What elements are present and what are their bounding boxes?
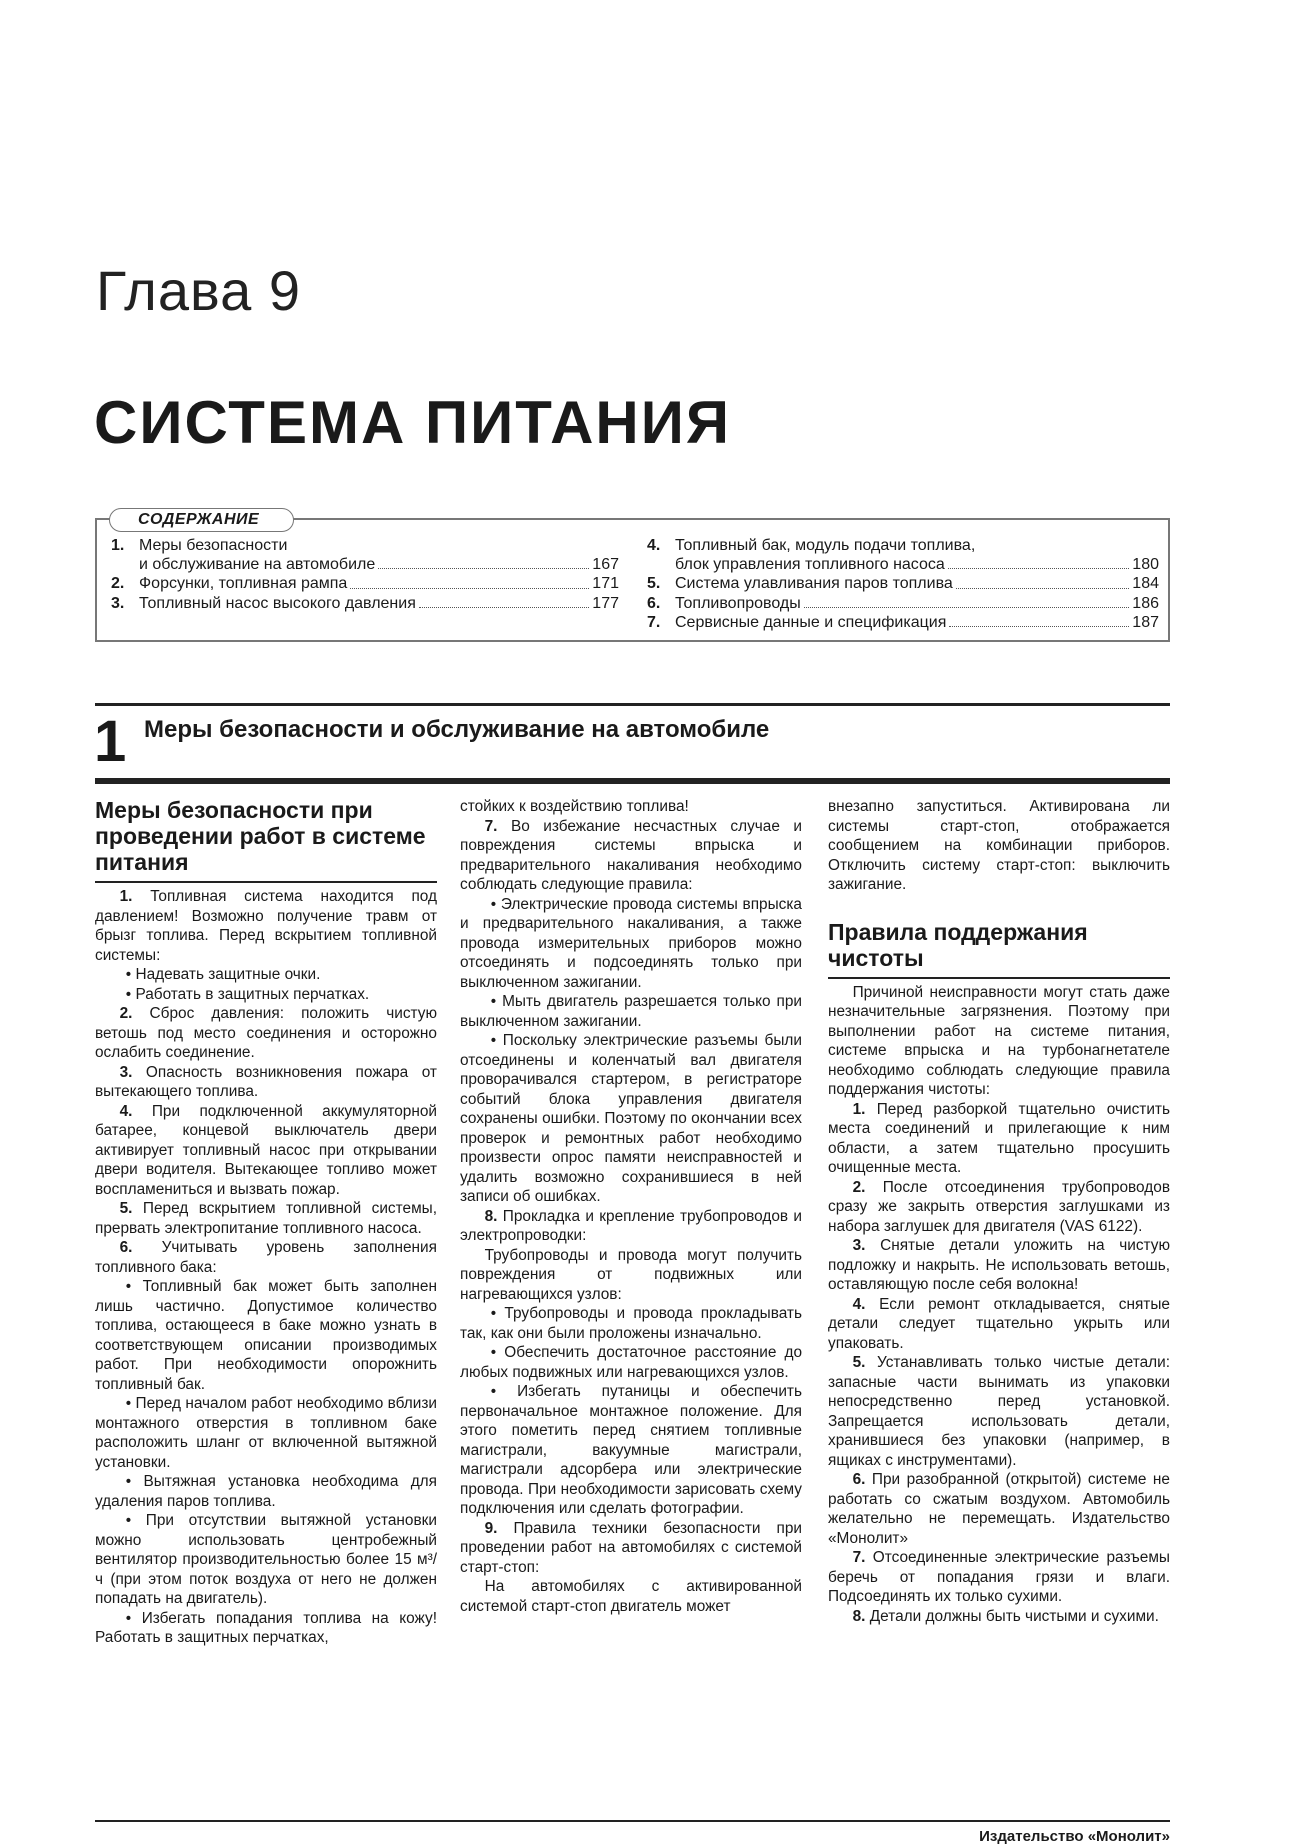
toc-column-left [111,536,619,613]
paragraph-text: На автомобилях с активированной системой старт-стоп двигатель может [460,1578,802,1615]
paragraph-text: Устанавливать только чистые детали: запасные части вынимать из упаковки непосредственно перед установкой. Запрещается использовать детали, хранившиеся без упаковки (например, в ящиках с инструментами). [828,1354,1170,1469]
toc-entry [111,574,619,593]
paragraph-text: Причиной неисправности могут стать даже незначительные загрязнения. Поэтому при выполнении работ на системе питания, системе впрыска и на турбонагнетателе необходимо соблюдать следующие правила поддержания чистоты: [828,983,1170,1098]
paragraph-text: Перед вскрытием топливной системы, прервать электропитание топливного насоса. [95,1200,437,1237]
paragraph [460,1031,802,1207]
paragraph-text: Трубопроводы и провода могут получить повреждения от подвижных или нагревающихся узлов: [460,1246,802,1303]
chapter-label: Глава 9 [96,259,301,322]
toc-entry-number [111,555,139,574]
toc-entry-number [647,555,675,574]
toc-entry-page: 180 [1132,556,1159,574]
paragraph-text: Отсоединенные электрические разъемы беречь от попадания грязи и влаги. Подсоединять их только сухими. [828,1549,1170,1605]
paragraph-number: 1. [852,1100,877,1118]
numbered-paragraph [460,1519,802,1578]
paragraph [95,1511,437,1609]
numbered-paragraph [828,1100,1170,1178]
paragraph [460,895,802,993]
paragraph-number: 2. [119,1005,150,1022]
toc-entry-number: 3. [111,594,125,612]
footer-rule [95,1820,1170,1822]
toc-entry-page: 187 [1132,613,1159,631]
paragraph [95,985,437,1005]
paragraph-number: 8. [484,1207,503,1225]
paragraph [460,1304,802,1343]
paragraph-number: 3. [119,1063,146,1081]
paragraph [460,1246,802,1305]
numbered-paragraph [828,1295,1170,1354]
paragraph-text: • Мыть двигатель разрешается только при выключенном зажигании. [460,993,802,1030]
paragraph [460,1382,802,1519]
section-bottom-rule [95,778,1170,784]
paragraph [95,1394,437,1472]
toc-entry-text: блок управления топливного насоса [675,556,945,574]
numbered-paragraph [95,1004,437,1063]
paragraph-text: Перед разборкой тщательно очистить места соединений и прилегающие к ним области, а затем тщательно просушить очищенные места. [828,1100,1170,1176]
text-column-2 [460,797,802,1616]
toc-entry-line [647,536,1159,555]
toc-entry-text: и обслуживание на автомобиле [139,556,376,574]
paragraph [460,797,802,817]
paragraph-text: • Топливный бак может быть заполнен лишь частично. Допустимое количество топлива, остающееся в баке можно узнать в соответствующем описании производимых работ. При необходимости опорожнить топливный бак. [95,1278,437,1393]
paragraph-number: 2. [852,1178,883,1196]
paragraph-text: • Электрические провода системы впрыска и предварительного накаливания, а также провода измерительных приборов можно отсоединять и подсоединять только при выключенном зажигании. [460,895,802,991]
numbered-paragraph [95,1102,437,1200]
numbered-paragraph [828,1178,1170,1237]
paragraph [460,1577,802,1616]
toc-entry [647,574,1159,593]
toc-leader-dots [949,613,1129,627]
paragraph-text: • Избегать попадания топлива на кожу! Работать в защитных перчатках, [95,1609,437,1646]
paragraph-text: Снятые детали уложить на чистую подложку и накрыть. Не использовать ветошь, оставляющую после себя волокна! [828,1237,1170,1293]
section-top-rule [95,703,1170,706]
column-1-heading: Меры безопасности при проведении работ в системе питания [95,797,437,883]
toc-entry [647,555,1159,574]
paragraph-text: Прокладка и крепление трубопроводов и электропроводки: [460,1207,802,1244]
text-column-1 [95,797,437,1648]
numbered-paragraph [95,1199,437,1238]
numbered-paragraph [460,1207,802,1246]
toc-leader-dots [956,574,1130,588]
numbered-paragraph [95,887,437,965]
paragraph-number: 4. [119,1102,152,1120]
toc-entry-text: Форсунки, топливная рампа [139,575,348,593]
paragraph-text: стойких к воздействию топлива! [460,798,689,815]
paragraph-number: 8. [852,1607,870,1625]
paragraph-number: 3. [852,1237,881,1254]
numbered-paragraph [95,1063,437,1102]
toc-entry-text: Топливный насос высокого давления [139,594,416,612]
numbered-paragraph [95,1238,437,1277]
paragraph-text: Если ремонт откладывается, снятые детали следует тщательно укрыть или упаковать. [828,1295,1170,1352]
toc-entry-number: 1. [111,537,125,554]
paragraph-number: 7. [484,817,511,835]
toc-entry-line [111,536,619,555]
paragraph-text: Опасность возникновения пожара от вытекающего топлива. [95,1063,437,1100]
paragraph [460,1343,802,1382]
paragraph-text: • Трубопроводы и провода прокладывать так, как они были проложены изначально. [460,1305,802,1342]
paragraph-text: • Перед началом работ необходимо вблизи монтажного отверстия в топливном баке расположить шланг от включенной вытяжной установки. [95,1395,437,1471]
toc-entry-number: 6. [647,594,661,612]
column-3-intro: внезапно запуститься. Активирована ли системы старт-стоп, отображается сообщением на комбинации приборов. Отключить систему старт-стоп: выключить зажигание. [828,798,1170,893]
toc-label: СОДЕРЖАНИЕ [109,508,294,532]
toc-entry-text: Сервисные данные и спецификация [675,613,947,631]
toc-entry-number: 2. [111,575,125,593]
publisher-footer: Издательство «Монолит» [979,1828,1170,1845]
paragraph-text: • Вытяжная установка необходима для удаления паров топлива. [95,1473,437,1510]
paragraph-text: При подключенной аккумуляторной батарее, концевой выключатель двери активирует топливный насос при открывании двери водителя. Вытекающее топливо может воспламениться и вызвать пожар. [95,1102,437,1198]
toc-entry-page: 177 [592,594,619,612]
toc-entry-number: 5. [647,575,661,593]
numbered-paragraph [828,1236,1170,1295]
table-of-contents [95,511,1170,642]
toc-entry [111,555,619,574]
toc-entry [647,594,1159,613]
toc-leader-dots [419,594,589,608]
numbered-paragraph [828,1353,1170,1470]
toc-entry-page: 171 [592,575,619,593]
toc-leader-dots [948,555,1130,569]
paragraph-text: После отсоединения трубопроводов сразу же закрыть отверстия заглушками из набора заглушек для двигателя (VAS 6122). [828,1178,1170,1235]
paragraph [95,1609,437,1648]
paragraph-text: Топливная система находится под давлением! Возможно получение травм от брызг топлива. Перед вскрытием топливной системы: [95,888,437,964]
paragraph-text: Детали должны быть чистыми и сухими. [869,1607,1159,1625]
section-title: Меры безопасности и обслуживание на автомобиле [144,716,770,743]
paragraph-number: 9. [484,1519,514,1537]
paragraph [95,965,437,985]
toc-column-right [647,536,1159,632]
numbered-paragraph [828,1548,1170,1607]
toc-leader-dots [378,555,589,569]
paragraph-text: • При отсутствии вытяжной установки можно использовать центробежный вентилятор производительностью более 15 м³/ч (при этом поток воздуха от него не должен попадать на двигатель). [95,1512,437,1607]
chapter-title: СИСТЕМА ПИТАНИЯ [94,389,731,456]
toc-entry-page: 186 [1132,594,1159,612]
paragraph-number: 6. [852,1471,872,1488]
section-number: 1 [94,709,127,774]
paragraph [95,1277,437,1394]
paragraph-text: • Работать в защитных перчатках. [125,985,370,1003]
paragraph-text: Учитывать уровень заполнения топливного бака: [95,1239,437,1276]
paragraph-text: Правила техники безопасности при проведении работ на автомобилях с системой старт-стоп: [460,1519,802,1576]
paragraph-number: 6. [119,1239,162,1256]
paragraph-number: 5. [119,1200,143,1217]
paragraph [828,983,1170,1100]
toc-entry-page: 167 [592,556,619,574]
toc-entry-text: Топливный бак, модуль подачи топлива, [675,537,976,554]
toc-entry-number: 4. [647,537,661,554]
toc-leader-dots [804,594,1130,608]
paragraph-number: 7. [852,1549,873,1566]
paragraph-text: • Поскольку электрические разъемы были отсоединены и коленчатый вал двигателя проворачивался стартером, в регистраторе событий блока управления двигателя сохранены ошибки. Поэтому по окончании всех проверок и ремонтных работ необходимо произвести опрос памяти неисправностей и удалить возможно сохранившиеся в ней записи об ошибках. [460,1032,802,1205]
paragraph [95,1472,437,1511]
paragraph-text: • Обеспечить достаточное расстояние до любых подвижных или нагревающихся узлов. [460,1344,802,1381]
column-3-heading: Правила поддержания чистоты [828,919,1170,979]
toc-entry [111,594,619,613]
paragraph-text: • Избегать путаницы и обеспечить первоначальное монтажное положение. Для этого пометить перед снятием топливные магистрали, вакуумные магистрали, магистрали адсорбера или электрические провода. При необходимости зарисовать схему подключения или сделать фотографии. [460,1383,802,1517]
paragraph-number: 1. [119,888,151,905]
paragraph-text: При разобранной (открытой) системе не работать со сжатым воздухом. Автомобиль желательно не перемещать. Издательство «Монолит» [828,1471,1170,1547]
numbered-paragraph [828,1470,1170,1548]
numbered-paragraph [828,1607,1170,1627]
paragraph-number: 5. [852,1354,877,1371]
paragraph-number: 4. [852,1295,880,1313]
text-column-3 [828,797,1170,1626]
toc-entry [647,613,1159,632]
toc-leader-dots [350,574,589,588]
toc-entry-page: 184 [1132,575,1159,593]
paragraph-text: Во избежание несчастных случае и повреждения системы впрыска и предварительного накаливания необходимо соблюдать следующие правила: [460,817,802,893]
paragraph [460,992,802,1031]
paragraph-text: Сброс давления: положить чистую ветошь под место соединения и осторожно ослабить соединение. [95,1005,437,1061]
toc-entry-text: Меры безопасности [139,537,288,554]
paragraph-text: • Надевать защитные очки. [125,966,321,983]
toc-entry-number: 7. [647,613,661,631]
toc-entry-text: Топливопроводы [675,594,801,612]
toc-entry-text: Система улавливания паров топлива [675,575,953,593]
numbered-paragraph [460,817,802,895]
